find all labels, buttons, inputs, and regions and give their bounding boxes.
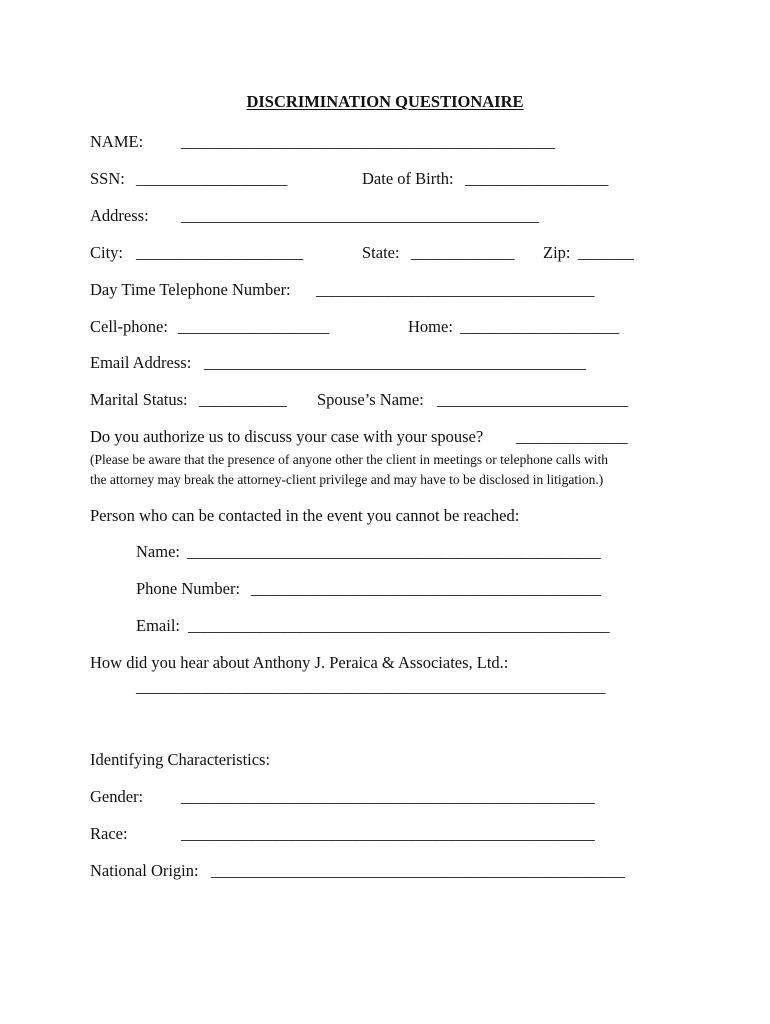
referral-question: How did you hear about Anthony J. Peraica & Associates, Ltd.: — [90, 653, 509, 672]
contact-name-blank[interactable]: ____________________________________________________ — [187, 542, 601, 561]
identifying-heading: Identifying Characteristics: — [90, 750, 271, 769]
dob-blank[interactable]: __________________ — [465, 169, 609, 188]
state-label: State: — [362, 243, 400, 262]
contact-phone-label: Phone Number: — [136, 579, 241, 598]
home-blank[interactable]: ____________________ — [460, 317, 620, 336]
address-label: Address: — [90, 206, 149, 225]
authorize-blank[interactable]: ______________ — [516, 427, 628, 446]
privilege-notice-line-2: the attorney may break the attorney-client privilege and may have to be disclosed in litigation.) — [90, 472, 604, 487]
cellphone-label: Cell-phone: — [90, 317, 168, 336]
contact-phone-blank[interactable]: ____________________________________________ — [251, 579, 601, 598]
zip-blank[interactable]: _______ — [578, 243, 634, 262]
city-blank[interactable]: _____________________ — [136, 243, 303, 262]
national-origin-blank[interactable]: ____________________________________________________ — [211, 861, 625, 880]
cellphone-blank[interactable]: ___________________ — [178, 317, 330, 336]
page-title: DISCRIMINATION QUESTIONAIRE — [246, 92, 524, 111]
ssn-blank[interactable]: ___________________ — [136, 169, 288, 188]
state-blank[interactable]: _____________ — [411, 243, 515, 262]
spouse-name-label: Spouse’s Name: — [317, 390, 424, 409]
privilege-notice-line-1: (Please be aware that the presence of anyone other the client in meetings or telephone calls with — [90, 452, 609, 467]
spouse-name-blank[interactable]: ________________________ — [437, 390, 628, 409]
dob-label: Date of Birth: — [362, 169, 454, 188]
contact-section-heading: Person who can be contacted in the event you cannot be reached: — [90, 506, 520, 525]
marital-status-blank[interactable]: ___________ — [199, 390, 287, 409]
authorize-question: Do you authorize us to discuss your case with your spouse? — [90, 427, 484, 446]
address-blank[interactable]: _____________________________________________ — [181, 206, 539, 225]
contact-email-blank[interactable]: _____________________________________________________ — [188, 616, 610, 635]
email-label: Email Address: — [90, 353, 192, 372]
name-label: NAME: — [90, 132, 144, 151]
gender-label: Gender: — [90, 787, 144, 806]
national-origin-label: National Origin: — [90, 861, 199, 880]
name-blank[interactable]: _______________________________________________ — [181, 132, 555, 151]
race-blank[interactable]: ____________________________________________________ — [181, 824, 595, 843]
contact-name-label: Name: — [136, 542, 180, 561]
daytime-phone-blank[interactable]: ___________________________________ — [316, 280, 595, 299]
race-label: Race: — [90, 824, 128, 843]
daytime-phone-label: Day Time Telephone Number: — [90, 280, 291, 299]
marital-status-label: Marital Status: — [90, 390, 188, 409]
email-blank[interactable]: ________________________________________________ — [204, 353, 586, 372]
contact-email-label: Email: — [136, 616, 180, 635]
referral-blank[interactable]: ___________________________________________________________ — [136, 677, 606, 696]
city-label: City: — [90, 243, 124, 262]
zip-label: Zip: — [543, 243, 571, 262]
home-label: Home: — [408, 317, 453, 336]
ssn-label: SSN: — [90, 169, 125, 188]
gender-blank[interactable]: ____________________________________________________ — [181, 787, 595, 806]
